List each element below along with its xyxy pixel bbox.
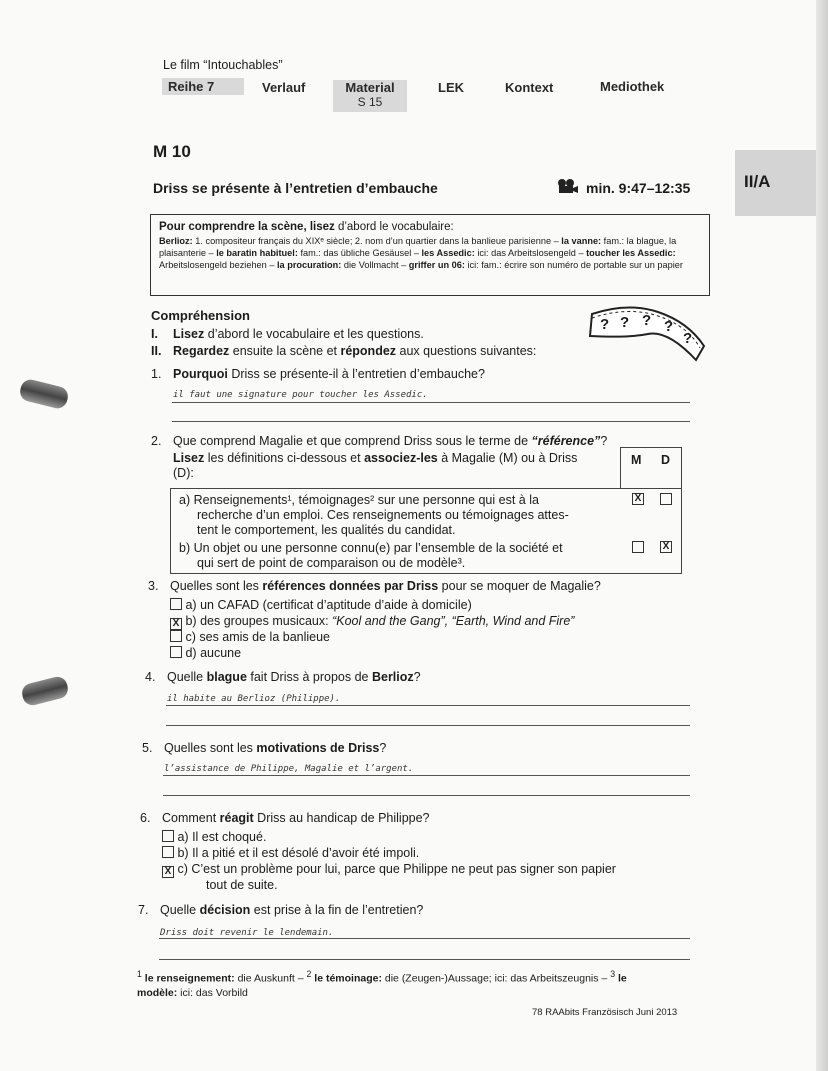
vocab-heading-rest: d’abord le vocabulaire: bbox=[334, 221, 454, 233]
time-range: min. 9:47–12:35 bbox=[586, 180, 691, 196]
q3-num: 3. bbox=[148, 579, 159, 593]
answer-line bbox=[163, 795, 690, 796]
question-6 bbox=[140, 811, 430, 826]
film-title: Le film “Intouchables” bbox=[163, 58, 283, 72]
def-a-line-2: recherche d’un emploi. Ces renseignements ou témoignages attes- bbox=[197, 508, 569, 522]
footnote-2-text: die (Zeugen-)Aussage; ici: das Arbeitszeugnis – bbox=[381, 972, 611, 985]
definition-a bbox=[179, 493, 619, 538]
column-d: D bbox=[661, 453, 671, 467]
film-reel-icon bbox=[556, 178, 578, 194]
footnotes bbox=[137, 967, 693, 1000]
q4-num: 4. bbox=[145, 670, 156, 684]
q3-rest: pour se moquer de Magalie? bbox=[438, 579, 601, 593]
checkbox[interactable]: X bbox=[170, 618, 182, 630]
checkbox[interactable] bbox=[170, 598, 182, 610]
q6-rest: Driss au handicap de Philippe? bbox=[253, 811, 430, 825]
option-label: d) aucune bbox=[185, 646, 242, 660]
q5-pre: Quelles sont les bbox=[164, 741, 257, 755]
question-1 bbox=[151, 367, 485, 382]
q2-instruction bbox=[173, 451, 619, 481]
vocab-term: la procuration: bbox=[277, 260, 342, 270]
q2-instr-end: (D): bbox=[173, 466, 194, 480]
step-one-rest: d’abord le vocabulaire et les questions. bbox=[204, 327, 424, 341]
q2-num: 2. bbox=[151, 434, 162, 448]
vocab-body bbox=[159, 235, 701, 271]
q7-answer[interactable]: Driss doit revenir le lendemain. bbox=[160, 928, 334, 938]
q6-bold: réagit bbox=[219, 811, 254, 825]
film-strip-question: ? bbox=[683, 330, 693, 347]
step-one bbox=[151, 327, 424, 342]
footnote-3-term: le bbox=[617, 972, 627, 985]
film-strip-graphic bbox=[588, 300, 708, 362]
def-a-line-3: tent le comportement, les qualités du candidat. bbox=[197, 523, 456, 537]
option-label: a) un CAFAD (certificat d’aptitude d’aide à domicile) bbox=[185, 598, 472, 612]
def-b-line-2: qui sert de point de comparaison ou de modèle³. bbox=[197, 556, 466, 570]
option-label: b) des groupes musicaux: bbox=[185, 614, 333, 628]
footnote-1-term: le renseignement: bbox=[144, 972, 235, 985]
q7-bold: décision bbox=[199, 903, 251, 917]
checkbox-a-m[interactable]: X bbox=[632, 493, 644, 505]
vocab-term: le baratin habituel: bbox=[216, 248, 298, 258]
question-5 bbox=[142, 741, 386, 756]
tab-material-page: S 15 bbox=[357, 95, 383, 109]
checkbox[interactable] bbox=[162, 830, 174, 842]
footnote-3-term-2: modèle: bbox=[137, 986, 178, 999]
step-two-rest: aux questions suivantes: bbox=[396, 344, 537, 358]
film-strip-question: ? bbox=[620, 314, 630, 331]
question-7 bbox=[138, 903, 423, 918]
q6-option-c-continued: tout de suite. bbox=[206, 878, 278, 892]
q6-pre: Comment bbox=[162, 811, 220, 825]
option-label: b) Il a pitié et il est désolé d’avoir été impoli. bbox=[177, 846, 420, 860]
definition-b bbox=[179, 541, 619, 571]
vocab-term: la vanne: bbox=[561, 236, 602, 246]
checkbox[interactable]: X bbox=[162, 866, 174, 878]
vocab-def: fam.: la blague, la plaisanterie – bbox=[159, 236, 677, 258]
def-b-line-1: b) Un objet ou une personne connu(e) par l’ensemble de la société et bbox=[179, 541, 563, 555]
q1-bold: Pourquoi bbox=[173, 367, 228, 381]
q2-instr-rest: à Magalie (M) ou à Driss bbox=[437, 451, 578, 465]
q5-answer[interactable]: l’assistance de Philippe, Magalie et l’argent. bbox=[164, 764, 414, 774]
def-a-line-1: a) Renseignements¹, témoignages² sur une personne qui est à la bbox=[179, 493, 539, 507]
film-strip-question: ? bbox=[642, 312, 652, 329]
q4-end: ? bbox=[413, 670, 421, 684]
q2-instr-bold-2: associez-les bbox=[364, 451, 438, 465]
question-2 bbox=[151, 434, 607, 449]
q7-num: 7. bbox=[138, 903, 149, 917]
q3-option-b[interactable] bbox=[170, 614, 574, 630]
step-two-num: II. bbox=[151, 344, 162, 358]
vocab-term: les Assedic: bbox=[421, 248, 475, 258]
q6-option-a[interactable] bbox=[162, 830, 266, 845]
tab-verlauf[interactable]: Verlauf bbox=[262, 80, 306, 95]
q2-instr-bold-1: Lisez bbox=[173, 451, 205, 465]
step-two-mid: ensuite la scène et bbox=[229, 344, 341, 358]
answer-line bbox=[172, 421, 690, 422]
q2-text: Que comprend Magalie et que comprend Driss sous le terme de bbox=[173, 434, 532, 448]
footnote-1-text: die Auskunft – bbox=[234, 972, 307, 985]
md-header bbox=[620, 447, 682, 489]
question-4 bbox=[145, 670, 421, 685]
footnote-3-num: 3 bbox=[610, 969, 616, 979]
q6-option-c[interactable] bbox=[162, 862, 616, 878]
tab-lek[interactable]: LEK bbox=[438, 80, 464, 95]
q3-option-d[interactable] bbox=[170, 646, 241, 661]
vocab-term: toucher les Assedic: bbox=[586, 248, 676, 258]
footnote-2-term: le témoinage: bbox=[314, 972, 382, 985]
tab-material[interactable] bbox=[333, 80, 407, 112]
q3-pre: Quelles sont les bbox=[170, 579, 263, 593]
right-edge-strip bbox=[816, 0, 828, 1071]
q4-pre: Quelle bbox=[167, 670, 207, 684]
definitions-table bbox=[170, 488, 682, 574]
step-one-bold: Lisez bbox=[173, 327, 205, 341]
vocab-def: 1. compositeur français du XIXᵉ siècle; 2. nom d’un quartier dans la banlieue parisienne – bbox=[192, 236, 562, 246]
q6-num: 6. bbox=[140, 811, 151, 825]
q5-num: 5. bbox=[142, 741, 153, 755]
checkbox[interactable] bbox=[170, 630, 182, 642]
q2-term: “référence” bbox=[531, 434, 601, 448]
answer-line bbox=[166, 725, 690, 726]
comprehension-title: Compréhension bbox=[151, 308, 250, 323]
step-two-bold-2: répondez bbox=[340, 344, 397, 358]
checkbox-b-m[interactable] bbox=[632, 541, 644, 553]
vocab-def: ici: fam.: écrire son numéro de portable sur un papier bbox=[464, 260, 683, 270]
vocab-term: Berlioz: bbox=[159, 236, 193, 246]
q1-num: 1. bbox=[151, 367, 162, 381]
step-two bbox=[151, 344, 536, 359]
q3-option-c[interactable] bbox=[170, 630, 330, 645]
q1-answer[interactable]: il faut une signature pour toucher les Assedic. bbox=[173, 390, 428, 400]
tab-material-label: Material bbox=[345, 80, 395, 95]
binder-ring-bottom bbox=[20, 675, 70, 707]
q3-bold: références données par Driss bbox=[262, 579, 439, 593]
option-label: c) ses amis de la banlieue bbox=[185, 630, 331, 644]
q5-end: ? bbox=[379, 741, 387, 755]
tab-reihe[interactable]: Reihe 7 bbox=[162, 78, 244, 95]
answer-line bbox=[172, 402, 690, 403]
vocab-def: Arbeitslosengeld beziehen – bbox=[159, 260, 277, 270]
q4-bold: blague bbox=[206, 670, 247, 684]
q7-pre: Quelle bbox=[160, 903, 200, 917]
source-line: 78 RAAbits Französisch Juni 2013 bbox=[532, 1007, 678, 1018]
column-m: M bbox=[631, 453, 642, 467]
answer-line bbox=[159, 959, 690, 960]
vocabulary-box bbox=[150, 214, 710, 296]
tab-kontext[interactable]: Kontext bbox=[505, 80, 554, 95]
vocab-def: fam.: das übliche Gesäusel – bbox=[297, 248, 422, 258]
answer-line bbox=[159, 938, 690, 939]
vocab-heading-bold: Pour comprendre la scène, lisez bbox=[159, 221, 335, 233]
checkbox-b-d[interactable]: X bbox=[660, 541, 672, 553]
footnote-1-num: 1 bbox=[137, 969, 142, 979]
option-italic: “Kool and the Gang”, “Earth, Wind and Fire” bbox=[332, 614, 575, 628]
vocab-term: griffer un 06: bbox=[408, 260, 465, 270]
q4-mid: fait Driss à propos de bbox=[246, 670, 372, 684]
checkbox-a-d[interactable] bbox=[660, 493, 672, 505]
answer-line bbox=[166, 705, 690, 706]
vocab-def: die Vollmacht – bbox=[341, 260, 409, 270]
tab-mediothek[interactable]: Mediothek bbox=[600, 79, 665, 94]
q4-answer[interactable]: il habite au Berlioz (Philippe). bbox=[167, 694, 341, 704]
vocab-def: ici: das Arbeitslosengeld – bbox=[474, 248, 587, 258]
step-two-bold-1: Regardez bbox=[173, 344, 230, 358]
material-title: Driss se présente à l’entretien d’embauche bbox=[153, 180, 438, 196]
option-label: c) C’est un problème pour lui, parce que Philippe ne peut pas signer son papier bbox=[177, 862, 616, 876]
q2-end: ? bbox=[600, 434, 608, 448]
footnote-3-text: ici: das Vorbild bbox=[177, 986, 248, 999]
q7-rest: est prise à la fin de l’entretien? bbox=[250, 903, 424, 917]
binder-ring-top bbox=[18, 378, 70, 411]
material-id: M 10 bbox=[153, 142, 191, 161]
checkbox[interactable] bbox=[170, 646, 182, 658]
q2-instr-mid: les définitions ci-dessous et bbox=[204, 451, 365, 465]
answer-line bbox=[163, 775, 690, 776]
film-strip-question: ? bbox=[600, 316, 610, 333]
option-label: a) Il est choqué. bbox=[177, 830, 267, 844]
film-strip-question: ? bbox=[664, 318, 674, 335]
q1-rest: Driss se présente-il à l’entretien d’embauche? bbox=[227, 367, 485, 381]
q4-bold-2: Berlioz bbox=[371, 670, 414, 684]
checkbox[interactable] bbox=[162, 846, 174, 858]
q3-option-a[interactable] bbox=[170, 598, 472, 613]
q5-bold: motivations de Driss bbox=[256, 741, 380, 755]
question-3 bbox=[148, 579, 601, 594]
footnote-2-num: 2 bbox=[306, 969, 312, 979]
step-one-num: I. bbox=[151, 327, 158, 341]
q6-option-b[interactable] bbox=[162, 846, 419, 861]
side-tab-label: II/A bbox=[744, 172, 771, 191]
